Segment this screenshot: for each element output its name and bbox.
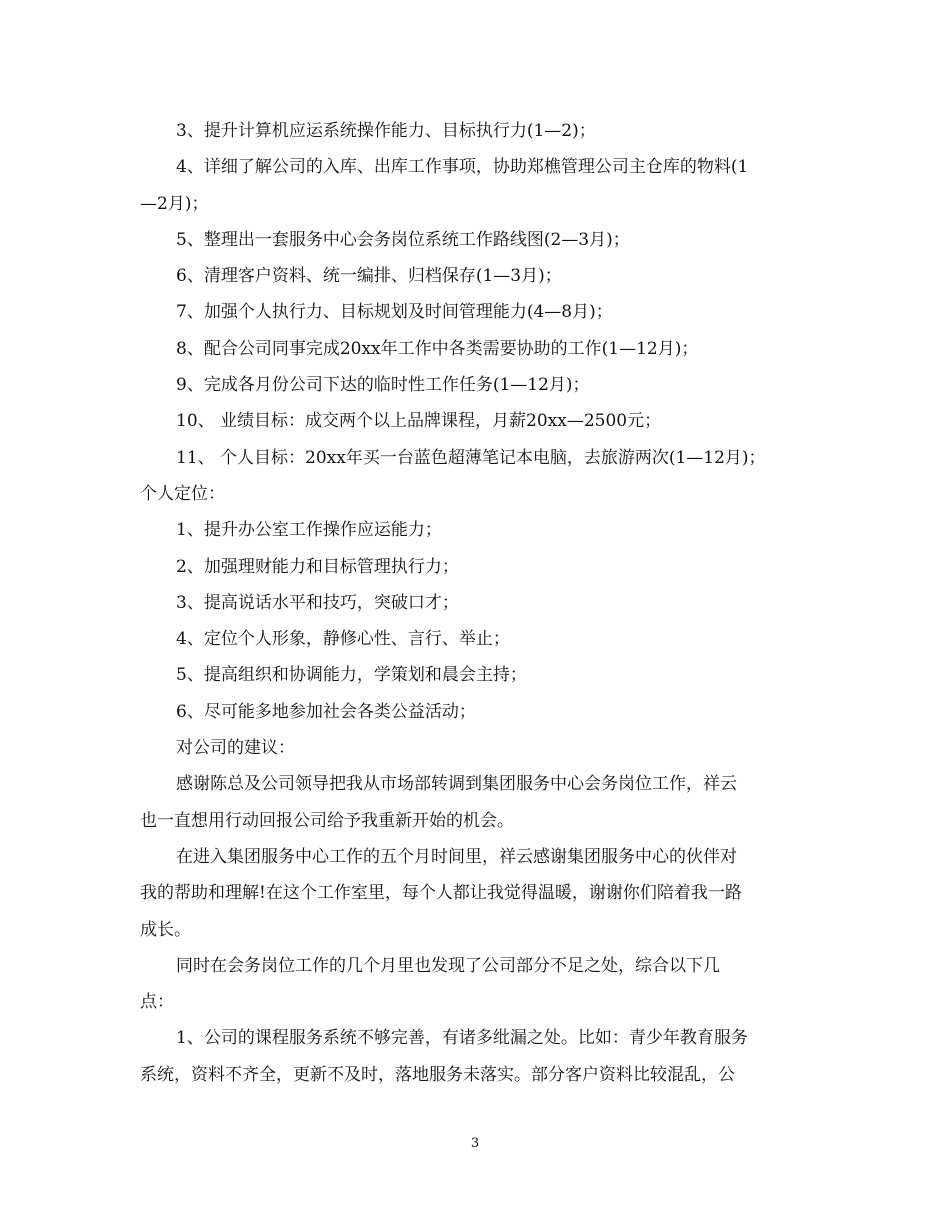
text-line: 4、定位个人形象，静修心性、言行、举止；: [176, 629, 510, 650]
text-line: 同时在会务岗位工作的几个月里也发现了公司部分不足之处，综合以下几: [176, 955, 720, 976]
text-line: 成长。: [140, 919, 191, 940]
text-line: 10、 业绩目标：成交两个以上品牌课程，月薪20xx—2500元；: [176, 411, 662, 432]
text-line: 也一直想用行动回报公司给予我重新开始的机会。: [140, 810, 514, 831]
document-body: [140, 113, 804, 1093]
text-line: 11、 个人目标：20xx年买一台蓝色超薄笔记本电脑，去旅游两次(1—12月)；: [176, 447, 766, 468]
text-line: 感谢陈总及公司领导把我从市场部转调到集团服务中心会务岗位工作，祥云: [176, 774, 737, 795]
page-number: 3: [470, 1136, 480, 1151]
text-line: 我的帮助和理解!在这个工作室里，每个人都让我觉得温暖，谢谢你们陪着我一路: [140, 883, 742, 904]
text-line: 6、清理客户资料、统一编排、归档保存(1—3月)；: [176, 266, 562, 287]
text-line: 2、加强理财能力和目标管理执行力；: [176, 556, 459, 577]
text-line: 8、配合公司同事完成20xx年工作中各类需要协助的工作(1—12月)；: [176, 338, 699, 359]
text-line: 4、详细了解公司的入库、出库工作事项，协助郑樵管理公司主仓库的物料(1: [176, 157, 749, 178]
text-line: 系统，资料不齐全，更新不及时，落地服务未落实。部分客户资料比较混乱，公: [140, 1064, 735, 1085]
text-line: 点：: [140, 992, 174, 1013]
section-heading: 个人定位：: [140, 483, 225, 504]
text-line: 1、公司的课程服务系统不够完善，有诸多纰漏之处。比如：青少年教育服务: [176, 1028, 748, 1049]
text-line: 6、尽可能多地参加社会各类公益活动；: [176, 701, 476, 722]
text-line: 3、提升计算机应运系统操作能力、目标执行力(1—2)；: [176, 121, 596, 141]
text-line: 5、提高组织和协调能力，学策划和晨会主持；: [176, 665, 527, 686]
text-line: 7、加强个人执行力、目标规划及时间管理能力(4—8月)；: [176, 302, 613, 323]
text-line: 1、提升办公室工作操作应运能力；: [176, 520, 442, 541]
text-line: 9、完成各月份公司下达的临时性工作任务(1—12月)；: [176, 375, 590, 396]
text-line: 3、提高说话水平和技巧，突破口才；: [176, 592, 459, 613]
section-heading: 对公司的建议：: [176, 738, 295, 759]
text-line: —2月)；: [140, 193, 209, 214]
text-line: 5、整理出一套服务中心会务岗位系统工作路线图(2—3月)；: [176, 229, 630, 250]
text-line: 在进入集团服务中心工作的五个月时间里，祥云感谢集团服务中心的伙伴对: [176, 846, 737, 867]
